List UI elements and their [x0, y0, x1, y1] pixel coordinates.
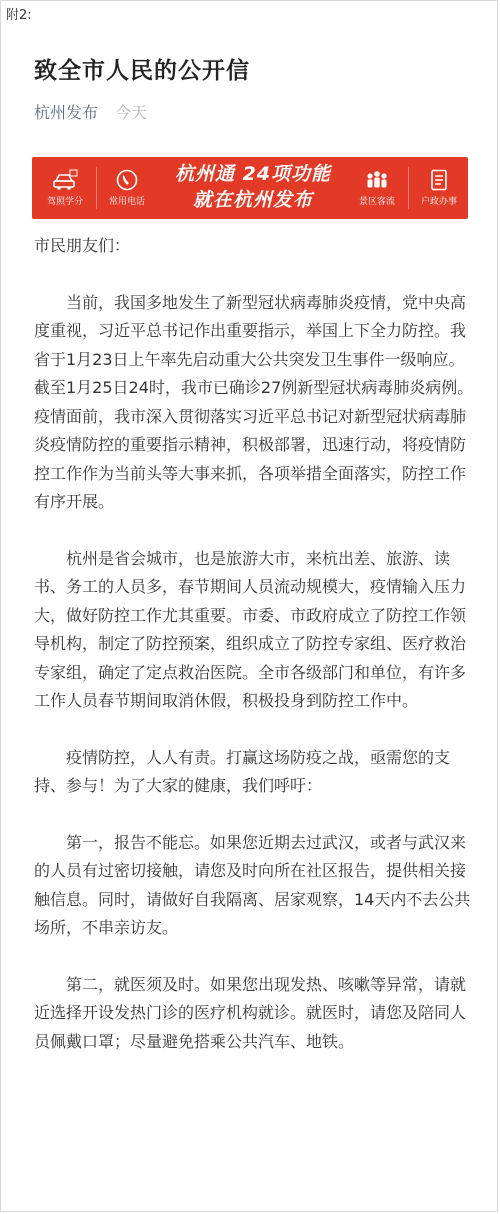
article-title: 致全市人民的公开信 — [34, 58, 250, 84]
banner-tile-scenic-flow[interactable] — [348, 157, 406, 219]
body-paragraph: 杭州是省会城市，也是旅游大市，来杭出差、旅游、读书、务工的人员多，春节期间人员流动规模大，疫情输入压力大，做好防控工作尤其重要。市委、市政府成立了防控工作领导机构，制定了防控预案，组织成立了防控专家组、医疗救治专家组，确定了定点救治医院。全市各级部门和单位，有许多工作人员春节期间取消休假，积极投身到防控工作中。 — [34, 548, 467, 710]
banner-tile-license-points[interactable] — [36, 157, 94, 219]
banner-tile-label: 驾照学分 — [46, 197, 83, 207]
banner-tile-phone[interactable] — [98, 157, 156, 219]
publish-date: 今天 — [115, 103, 148, 122]
phone-icon — [114, 169, 140, 191]
banner-slogan-line: 就在杭州发布 — [192, 189, 313, 211]
booklet-icon — [426, 169, 452, 191]
body-paragraph: 第一，报告不能忘。如果您近期去过武汉，或者与武汉来的人员有过密切接触，请您及时向所在社区报告，提供相关接触信息。同时，请做好自我隔离、居家观察，14天内不去公共场所，不串亲访友。 — [34, 832, 471, 937]
body-paragraph: 第二，就医须及时。如果您出现发热、咳嗽等异常，请就近选择开设发热门诊的医疗机构就诊。就医时，请您及陪同人员佩戴口罩；尽量避免搭乘公共汽车、地铁。 — [34, 974, 467, 1051]
source-account-link[interactable]: 杭州发布 — [34, 103, 99, 122]
promo-banner[interactable] — [32, 157, 468, 219]
car-icon — [52, 169, 78, 191]
salutation: 市民朋友们： — [34, 236, 131, 255]
article-meta — [34, 100, 147, 123]
banner-tile-label: 户政办事 — [420, 197, 457, 207]
banner-tile-household-affairs[interactable] — [410, 157, 468, 219]
people-icon — [364, 169, 390, 191]
banner-tile-label: 景区客流 — [358, 197, 395, 207]
appendix-label: 附2: — [6, 8, 32, 23]
banner-divider — [408, 167, 409, 209]
banner-slogan — [160, 161, 346, 213]
banner-slogan-line: 杭州通 24项功能 — [174, 163, 332, 185]
banner-divider — [96, 167, 97, 209]
body-paragraph: 当前，我国多地发生了新型冠状病毒肺炎疫情，党中央高度重视，习近平总书记作出重要指示，举国上下全力防控。我省于1月23日上午率先启动重大公共突发卫生事件一级响应。截至1月25日24时，我市已确诊27例新型冠状病毒肺炎病例。疫情面前，我市深入贯彻落实习近平总书记对新型冠状病毒肺炎疫情防控的重要指示精神，积极部署，迅速行动，将疫情防控工作作为当前头等大事来抓，各项举措全面落实，防控工作有序开展。 — [34, 292, 474, 511]
article-body — [34, 232, 474, 1084]
banner-tile-label: 常用电话 — [108, 197, 145, 207]
body-paragraph: 疫情防控，人人有责。打赢这场防疫之战，亟需您的支持、参与！为了大家的健康，我们呼吁： — [34, 747, 451, 795]
